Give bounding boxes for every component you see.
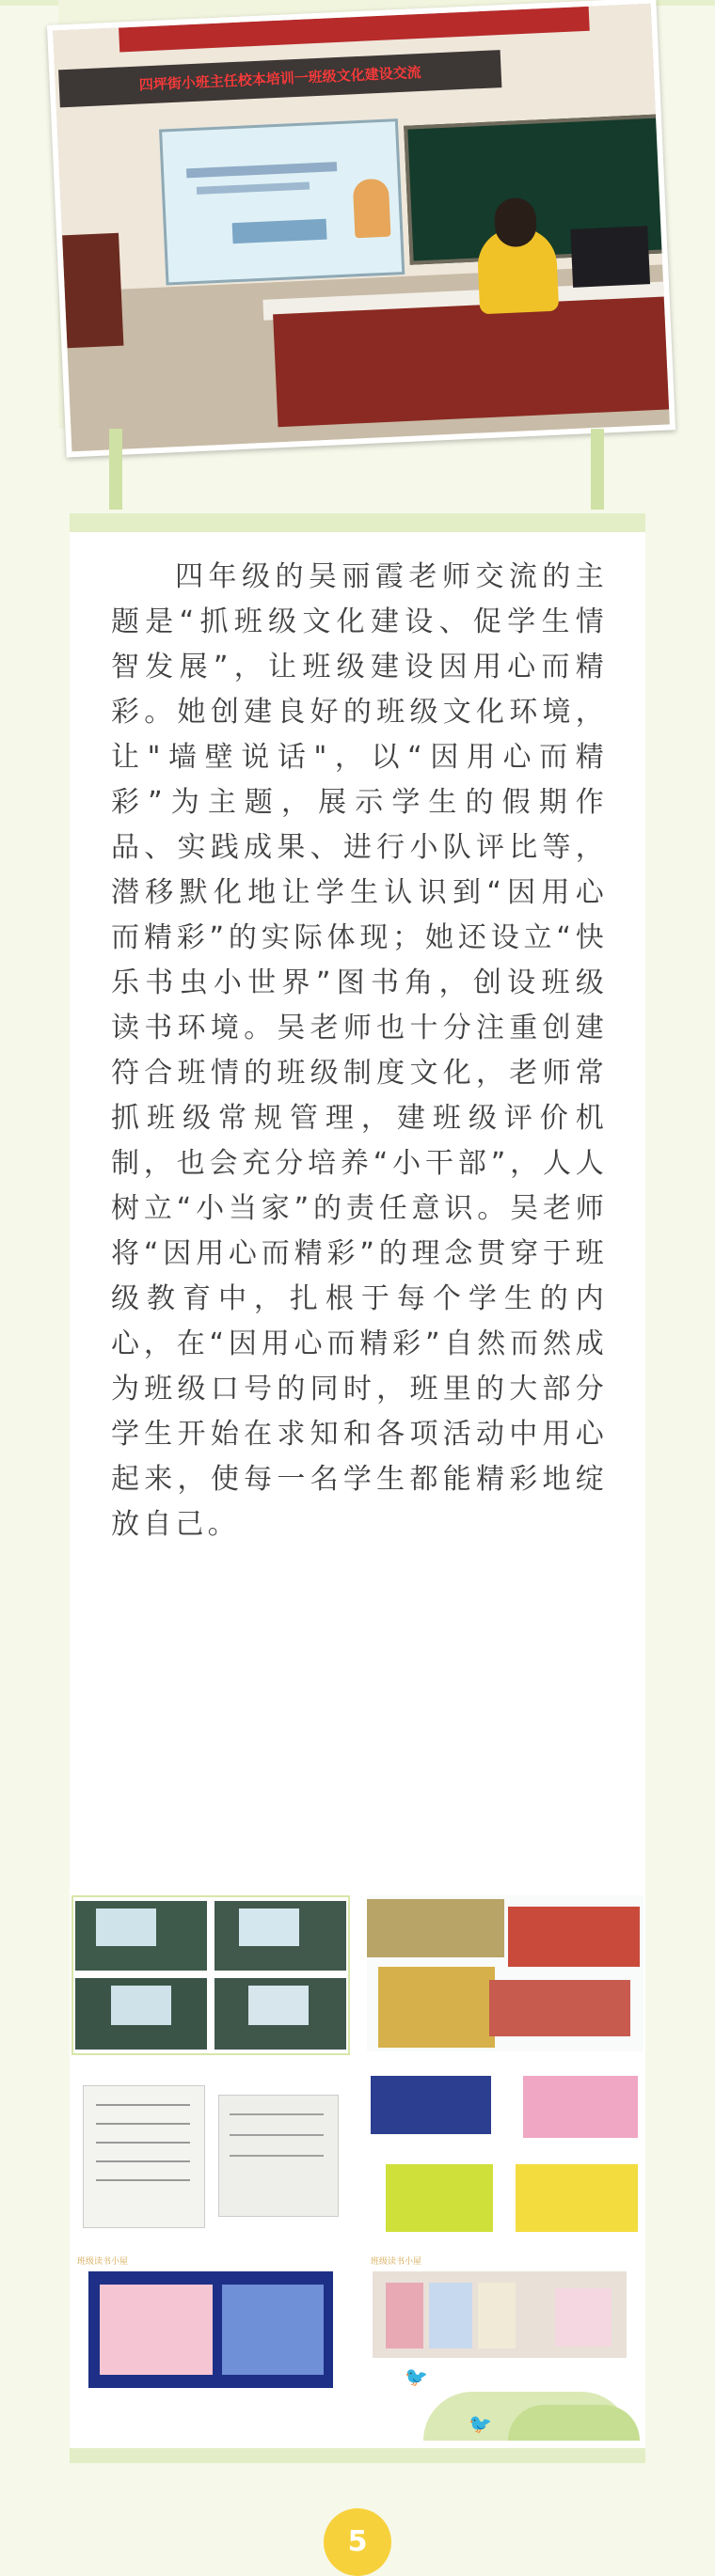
photo-banner: 四坪街小班主任校本培训一班级文化建设交流 [58,50,501,107]
article-paragraph: 四年级的吴丽霞老师交流的主题是“抓班级文化建设、促学生情智发展”，让班级建设因用心而精彩。她创建良好的班级文化环境，让"墙壁说话"，以“因用心而精彩”为主题，展示学生的假期作品、实践成果、进行小队评比等，潜移默化地让学生认识到“因用心而精彩”的实际体现；她还设立“快乐书虫小世界”图书角，创设班级读书环境。吴老师也十分注重创建符合班情的班级制度文化，老师常抓班级常规管理，建班级评价机制，也会充分培养“小干部”，人人树立“小当家”的责任意识。吴老师将“因用心而精彩”的理念贯穿于班级教育中，扎根于每个学生的内心，在“因用心而精彩”自然而然成为班级口号的同时，班里的大部分学生开始在求知和各项活动中用心起来，使每一名学生都能精彩地绽放自己。 [111,560,608,1541]
collage-certificate-cards [367,2066,644,2249]
podium [62,233,123,349]
collage-homework-photos [72,2076,348,2241]
speaker-head [494,197,537,248]
collage-activity-photos [367,1895,644,2051]
page-number-badge: 5 [324,2508,391,2576]
projector-screen [159,118,405,285]
computer-monitor [570,226,650,288]
card-bottom-border [70,2448,645,2463]
swallow-icon: 🐦 [405,2365,428,2388]
collage-label-left: 班级读书小屋 [77,2257,129,2267]
collage-label-right: 班级读书小屋 [371,2257,422,2267]
collage-book-corner [367,2247,644,2444]
teacher-desk [273,296,673,427]
collage-wall-display [72,2247,348,2439]
swallow-icon: 🐦 [469,2412,492,2435]
article-card [70,532,645,2448]
frame-pillar-right [591,429,604,510]
card-top-border [70,513,645,532]
frame-pillar-left [109,429,122,510]
classroom-photo [47,0,675,457]
collage-classroom-photos [72,1895,350,2055]
